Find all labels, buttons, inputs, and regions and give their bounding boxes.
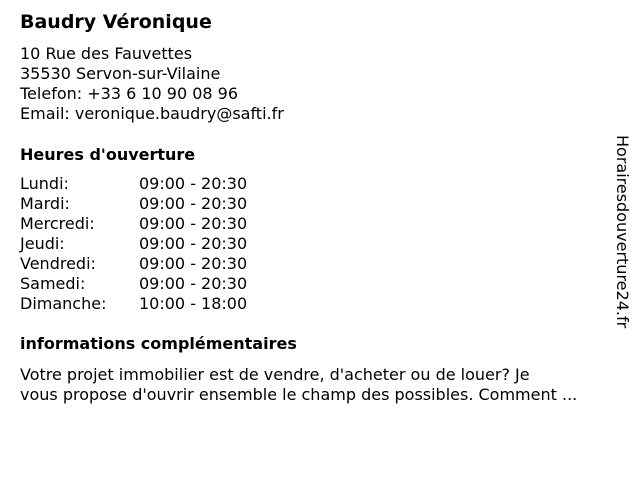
hours-heading: Heures d'ouverture <box>20 145 196 164</box>
day-label: Dimanche: <box>20 294 107 313</box>
email-address: Email: veronique.baudry@safti.fr <box>20 104 284 123</box>
time-range: 09:00 - 20:30 <box>139 274 248 293</box>
day-label: Samedi: <box>20 274 86 293</box>
info-heading: informations complémentaires <box>20 334 297 353</box>
day-label: Vendredi: <box>20 254 96 273</box>
day-label: Jeudi: <box>20 234 65 253</box>
time-range: 09:00 - 20:30 <box>139 174 248 193</box>
time-range: 09:00 - 20:30 <box>139 254 248 273</box>
time-range: 10:00 - 18:00 <box>139 294 248 313</box>
description-text <box>20 365 625 405</box>
watermark-text: Horairesdouverture24.fr <box>613 135 632 329</box>
time-range: 09:00 - 20:30 <box>139 234 248 253</box>
phone-number: Telefon: +33 6 10 90 08 96 <box>20 84 239 103</box>
street-address: 10 Rue des Fauvettes <box>20 44 193 63</box>
description-line: vous propose d'ouvrir ensemble le champ des possibles. Comment ... <box>20 385 578 404</box>
city-address: 35530 Servon-sur-Vilaine <box>20 64 221 83</box>
time-range: 09:00 - 20:30 <box>139 214 248 233</box>
contact-name: Baudry Véronique <box>20 11 212 33</box>
address-block <box>20 44 284 124</box>
day-label: Mercredi: <box>20 214 95 233</box>
time-range: 09:00 - 20:30 <box>139 194 248 213</box>
day-label: Lundi: <box>20 174 69 193</box>
description-line: Votre projet immobilier est de vendre, d'acheter ou de louer? Je <box>20 365 530 384</box>
day-label: Mardi: <box>20 194 70 213</box>
